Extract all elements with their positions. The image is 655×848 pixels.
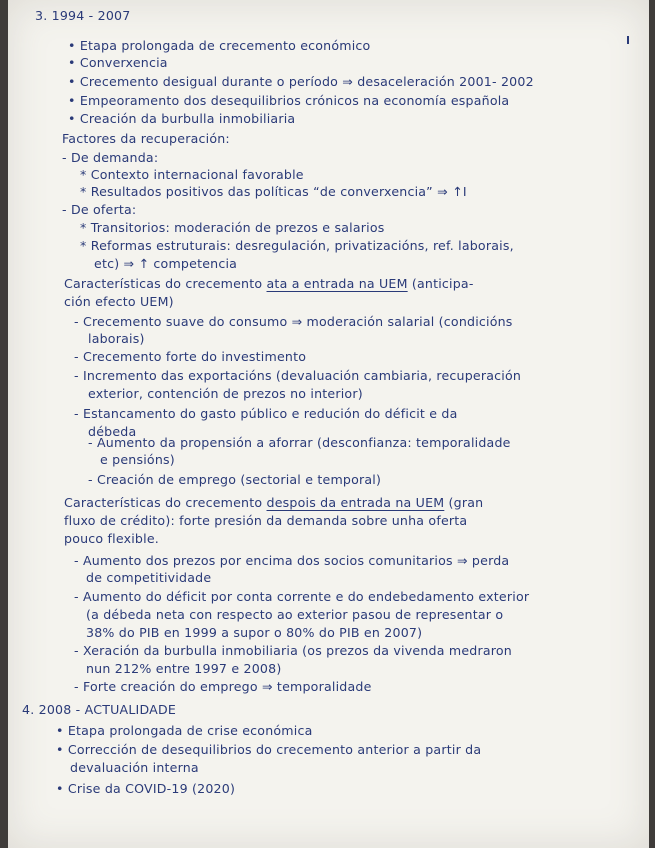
notebook-page bbox=[8, 0, 649, 848]
after-uem-title bbox=[64, 497, 483, 510]
demand-label: - De demanda: bbox=[62, 150, 159, 165]
before-uem-title-tail: (anticipa- bbox=[411, 276, 474, 291]
demand-item: * Contexto internacional favorable bbox=[80, 167, 304, 182]
supply-item: * Transitorios: moderación de prezos e salarios bbox=[80, 220, 385, 235]
section-4-bullet: • Corrección de desequilibrios do crecemento anterior a partir da bbox=[56, 742, 482, 757]
after-uem-title-cont: fluxo de crédito): forte presión da demanda sobre unha oferta bbox=[64, 513, 468, 528]
section-3-bullet: • Empeoramento dos desequilibrios crónicos na economía española bbox=[68, 93, 510, 108]
before-item: - Incremento das exportacións (devaluación cambiaria, recuperación bbox=[74, 368, 522, 383]
before-uem-title bbox=[64, 278, 474, 291]
after-item: 38% do PIB en 1999 a supor o 80% do PIB en 2007) bbox=[86, 625, 423, 640]
after-item: - Xeración da burbulla inmobiliaria (os prezos da vivenda medraron bbox=[74, 643, 512, 658]
before-item: - Estancamento do gasto público e redución do déficit e da bbox=[74, 406, 458, 421]
margin-mark bbox=[627, 36, 629, 44]
supply-item: * Reformas estruturais: desregulación, privatizacións, ref. laborais, bbox=[80, 238, 514, 253]
before-item: - Crecemento suave do consumo ⇒ moderación salarial (condicións bbox=[74, 314, 513, 329]
after-uem-title-text: Características do crecemento bbox=[64, 495, 263, 510]
before-item: - Crecemento forte do investimento bbox=[74, 349, 307, 364]
before-item: laborais) bbox=[88, 331, 145, 346]
after-item: (a débeda neta con respecto ao exterior pasou de representar o bbox=[86, 607, 504, 622]
section-4-bullet: • Crise da COVID-19 (2020) bbox=[56, 781, 236, 796]
before-item: - Aumento da propensión a aforrar (desconfianza: temporalidade bbox=[88, 435, 511, 450]
before-item: e pensións) bbox=[100, 452, 175, 467]
after-uem-title-cont: pouco flexible. bbox=[64, 531, 159, 546]
before-uem-title-cont: ción efecto UEM) bbox=[64, 294, 174, 309]
before-uem-title-underlined: ata a entrada na UEM bbox=[266, 276, 408, 291]
before-uem-title-text: Características do crecemento bbox=[64, 276, 263, 291]
section-3-bullet: • Crecemento desigual durante o período ⇒ desaceleración 2001- 2002 bbox=[68, 74, 534, 89]
factors-title: Factores da recuperación: bbox=[62, 131, 230, 146]
after-item: - Aumento do déficit por conta corrente e do endebedamento exterior bbox=[74, 589, 530, 604]
section-3-bullet: • Creación da burbulla inmobiliaria bbox=[68, 111, 296, 126]
after-item: - Forte creación do emprego ⇒ temporalidade bbox=[74, 679, 372, 694]
supply-label: - De oferta: bbox=[62, 202, 137, 217]
before-item: exterior, contención de prezos no interior) bbox=[88, 386, 363, 401]
after-item: - Aumento dos prezos por encima dos socios comunitarios ⇒ perda bbox=[74, 553, 510, 568]
section-3-heading: 3. 1994 - 2007 bbox=[35, 8, 131, 23]
after-uem-title-underlined: despois da entrada na UEM bbox=[266, 495, 445, 510]
before-item: débeda bbox=[88, 424, 137, 439]
after-uem-title-tail: (gran bbox=[448, 495, 484, 510]
section-4-bullet: devaluación interna bbox=[70, 760, 199, 775]
supply-item: etc) ⇒ ↑ competencia bbox=[94, 256, 238, 271]
section-3-bullet: • Converxencia bbox=[68, 55, 168, 70]
section-3-bullet: • Etapa prolongada de crecemento económico bbox=[68, 38, 371, 53]
section-4-bullet: • Etapa prolongada de crise económica bbox=[56, 723, 313, 738]
after-item: nun 212% entre 1997 e 2008) bbox=[86, 661, 282, 676]
demand-item: * Resultados positivos das políticas “de converxencia” ⇒ ↑I bbox=[80, 184, 467, 199]
after-item: de competitividade bbox=[86, 570, 212, 585]
section-4-heading: 4. 2008 - ACTUALIDADE bbox=[22, 702, 177, 717]
before-item: - Creación de emprego (sectorial e temporal) bbox=[88, 472, 382, 487]
